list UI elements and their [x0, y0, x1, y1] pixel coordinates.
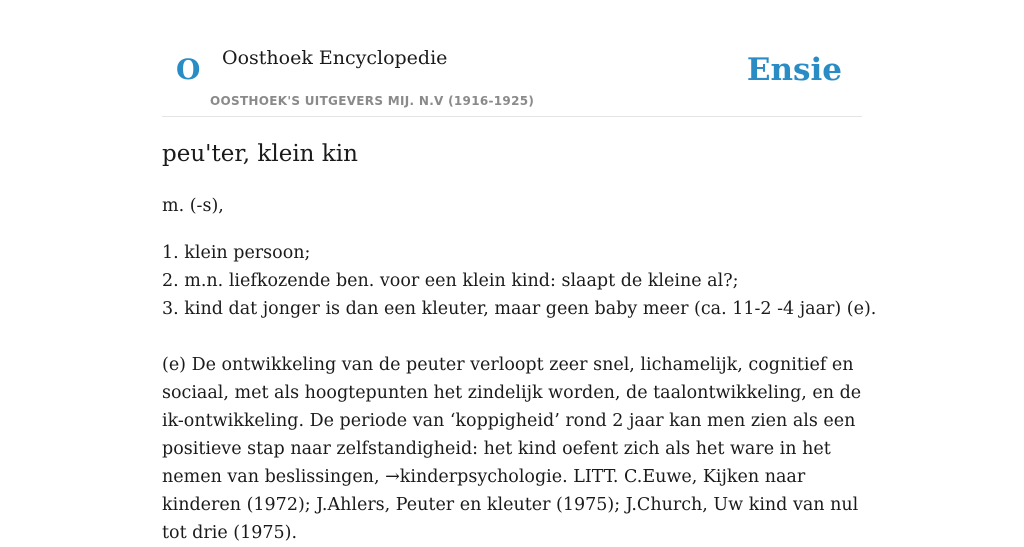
page-container: [162, 0, 877, 543]
entry-paragraph: (e) De ontwikkeling van de peuter verloopt zeer snel, lichamelijk, cognitief en sociaal, met als hoogtepunten het zindelijk worden, de taalontwikkeling, en de ik-ontwikkeling. De periode van ‘koppigheid’ rond 2 jaar kan men zien als een positieve stap naar zelfstandigheid: het kind oefent zich als het ware in het nemen van beslissingen, →kinderpsychologie. LITT. C.Euwe, Kijken naar kinderen (1972); J.Ahlers, Peuter en kleuter (1975); J.Church, Uw kind van nul tot drie (1975).: [162, 355, 862, 543]
definition-list: [162, 239, 876, 323]
logo-mark[interactable]: O: [176, 53, 201, 86]
ensie-brand-logo[interactable]: Ensie: [746, 52, 842, 88]
grammar-note: m. (-s),: [162, 196, 224, 216]
site-title-link[interactable]: Oosthoek Encyclopedie: [222, 47, 448, 69]
entry-headword: peu'ter, klein kin: [162, 141, 358, 167]
definition-item: 3. kind dat jonger is dan een kleuter, maar geen baby meer (ca. 11-2 -4 jaar) (e).: [162, 299, 877, 319]
definition-item: 2. m.n. liefkozende ben. voor een klein kind: slaapt de kleine al?;: [162, 271, 739, 291]
site-subtitle: OOSTHOEK'S UITGEVERS MIJ. N.V (1916-1925): [210, 94, 535, 108]
site-header: [162, 0, 862, 117]
definition-item: 1. klein persoon;: [162, 243, 311, 263]
